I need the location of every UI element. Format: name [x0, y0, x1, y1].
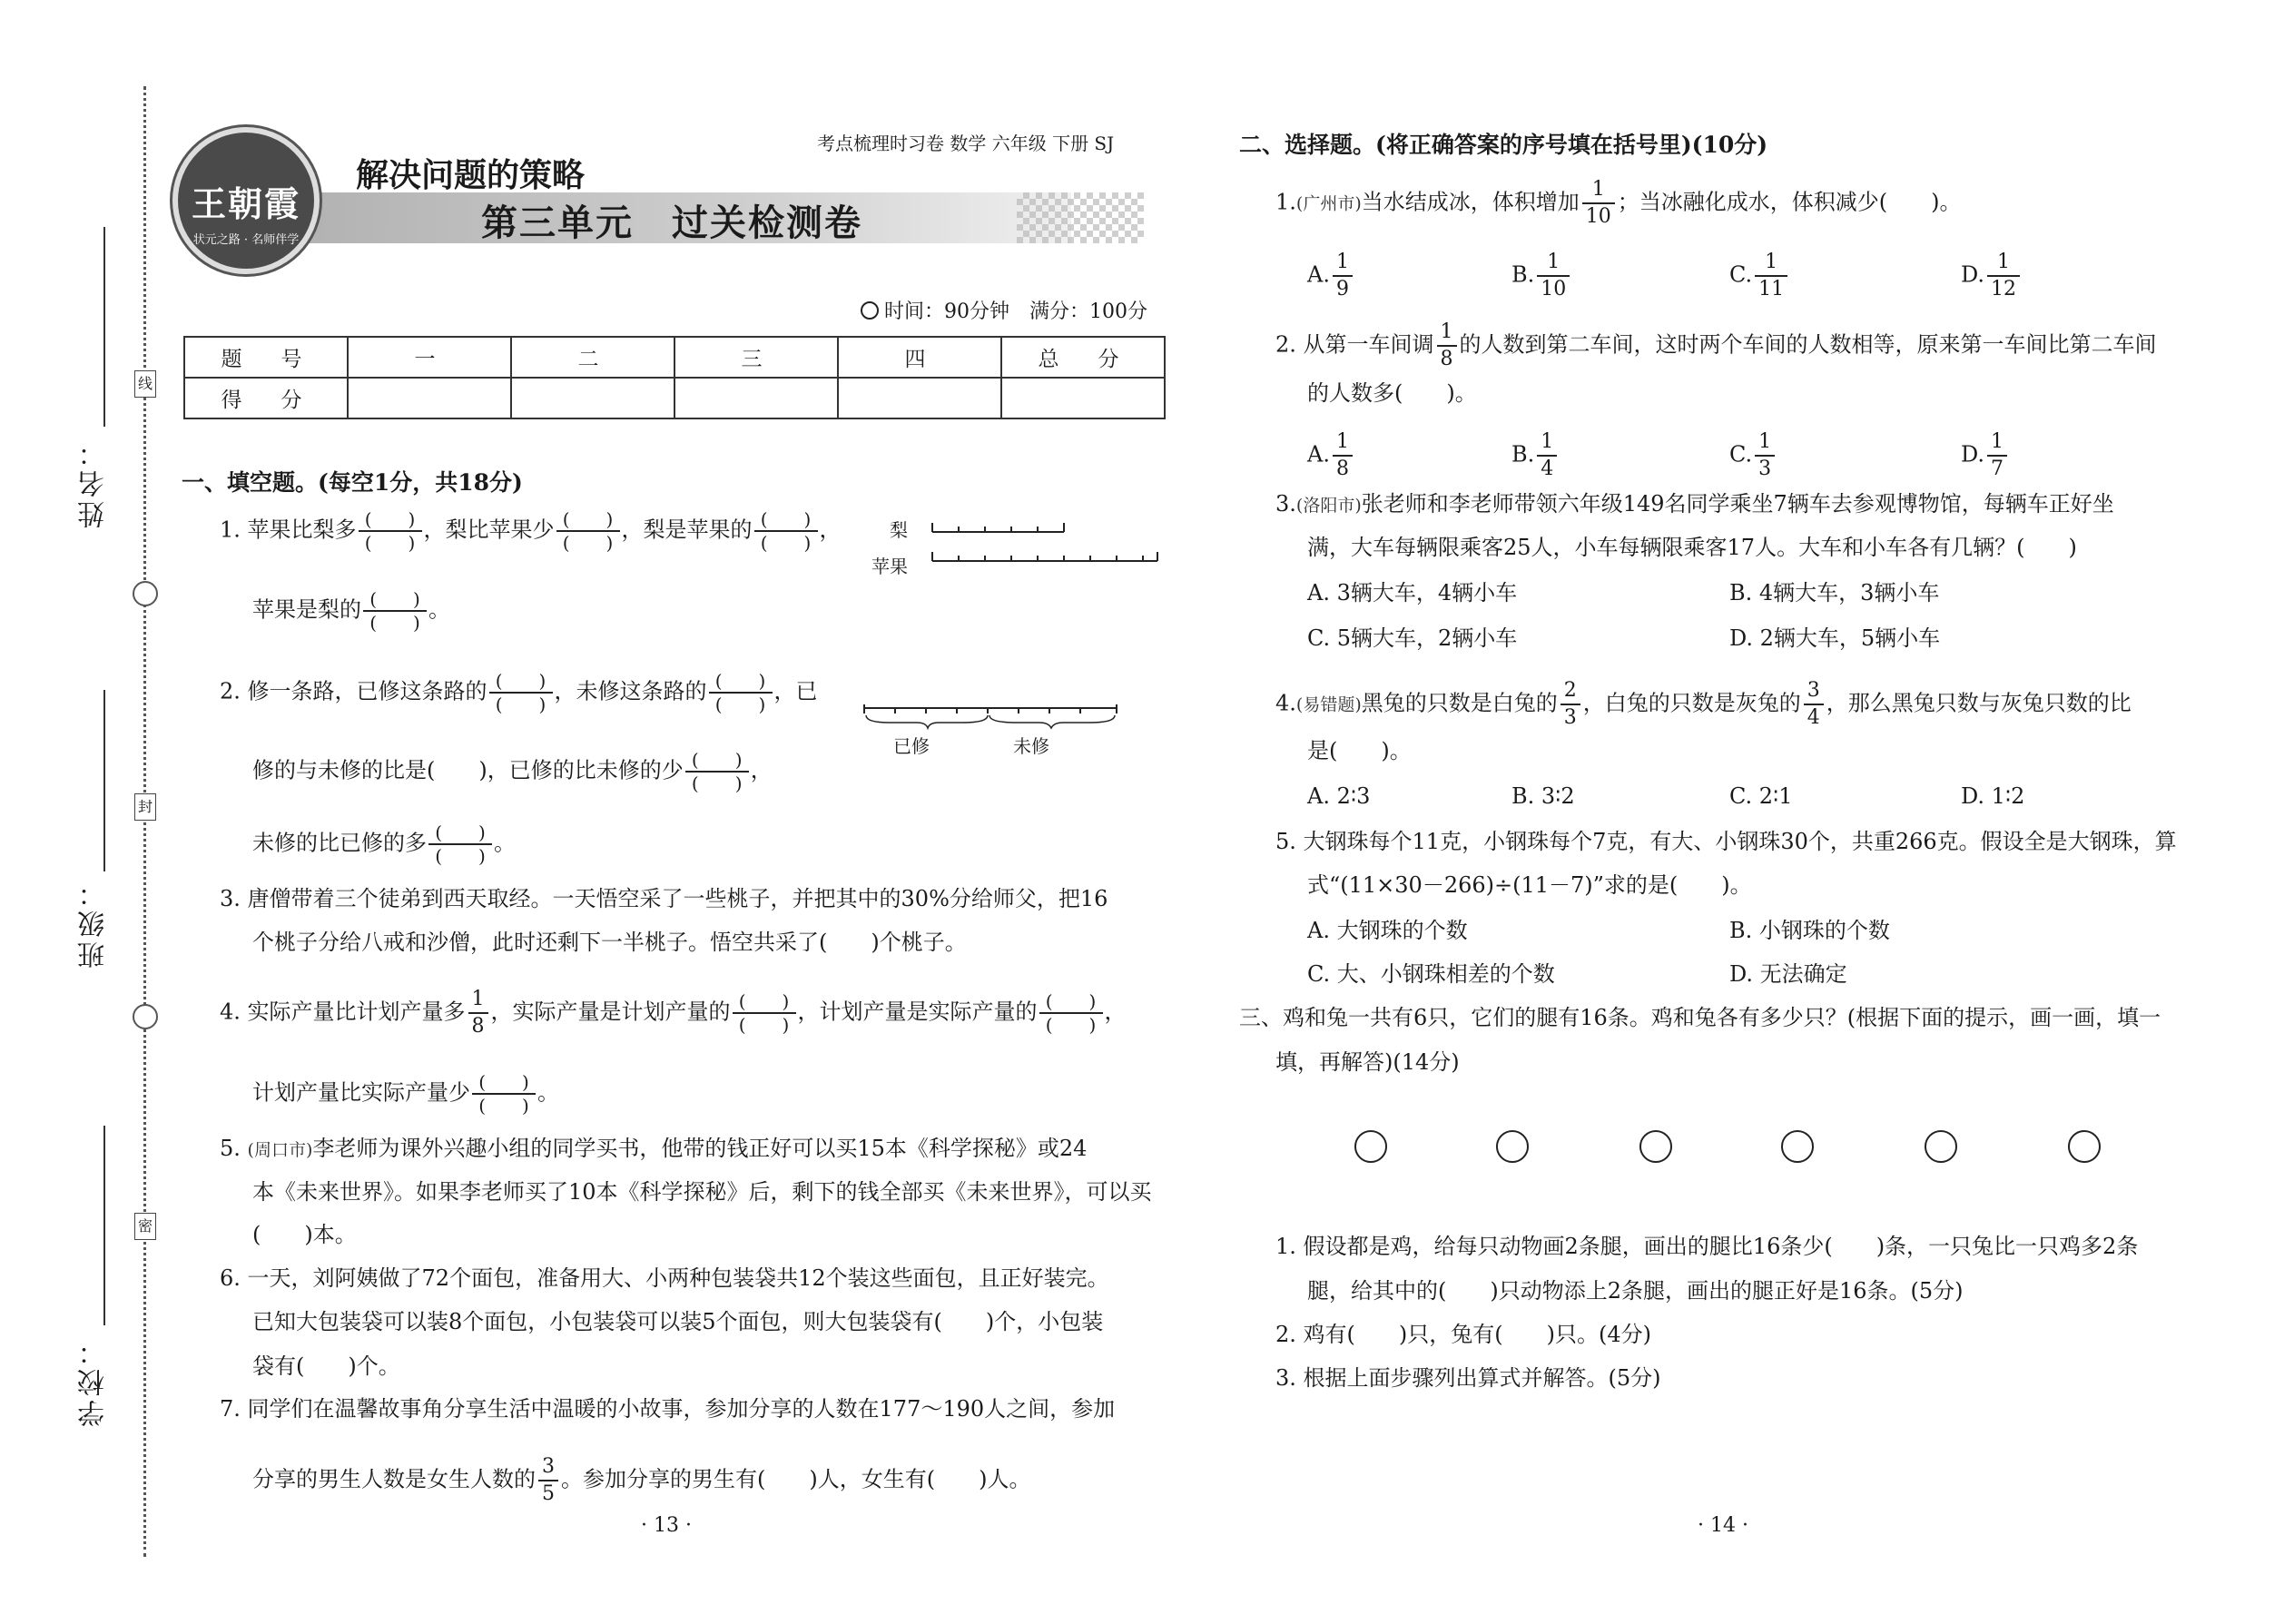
q1-4-line1: 4. 实际产量比计划产量多 $\frac{1}{8}$ ，实际产量是计划产量的 $\frac{( )}{( )}$ ，计划产量是实际产量的 $\frac{( )}{( )}$ ，	[220, 988, 1127, 1038]
answer-blank[interactable]: $\frac{( )}{( )}$	[472, 1071, 536, 1117]
q2-2-option-a[interactable]: A. $\frac{1}{8}$	[1307, 432, 1355, 479]
q2-4-option-a[interactable]: A. 2∶3	[1307, 783, 1371, 809]
answer-blank[interactable]: $\frac{( )}{( )}$	[685, 749, 749, 794]
answer-blank[interactable]: $\frac{( )}{( )}$	[1039, 990, 1103, 1036]
binding-circle-icon	[133, 1004, 158, 1029]
q2-5-stem-line1: 5. 大钢珠每个11克，小钢珠每个7克，有大、小钢珠30个，共重266克。假设全是大钢珠，算	[1275, 829, 2177, 854]
binding-mark-seal: 封	[134, 793, 156, 821]
answer-blank[interactable]: $\frac{( )}{( )}$	[709, 670, 773, 715]
q1-6-line3: 袋有( )个。	[252, 1353, 400, 1379]
exam-time: 时间：90分钟 满分：100分	[861, 296, 1147, 324]
q2-2-stem-line1: 2. 从第一车间调 $\frac{1}{8}$ 的人数到第二车间，这时两个车间的人数相等，原来第一车间比第二车间	[1275, 320, 2157, 370]
q1-6-line2: 已知大包装袋可以装8个面包，小包装袋可以装5个面包，则大包装袋有( )个，小包装	[252, 1309, 1104, 1334]
section-1-title: 一、填空题。(每空1分，共18分)	[182, 469, 523, 496]
q2-1-stem: 1.(广州市)当水结成冰，体积增加 $\frac{1}{10}$ ；当冰融化成水，体积减少( )。	[1275, 178, 1962, 228]
score-cell[interactable]	[838, 378, 1001, 418]
q1-6-line1: 6. 一天，刘阿姨做了72个面包，准备用大、小两种包装袋共12个装这些面包，且正好装完。	[220, 1265, 1109, 1291]
q1-2-line3: 未修的比已修的多 $\frac{( )}{( )}$ 。	[252, 822, 516, 867]
q2-1-option-d[interactable]: D. $\frac{1}{12}$	[1961, 252, 2023, 300]
animal-circle[interactable]	[1925, 1130, 1957, 1163]
q2-3-stem-line1: 3.(洛阳市)张老师和李老师带领六年级149名同学乘坐7辆车去参观博物馆，每辆车正好坐	[1275, 491, 2114, 517]
q2-3-option-d[interactable]: D. 2辆大车，5辆小车	[1729, 625, 1941, 651]
q3-3-line: 3. 根据上面步骤列出算式并解答。(5分)	[1275, 1365, 1661, 1391]
score-header-cell: 题 号	[184, 337, 348, 378]
score-header-cell: 四	[838, 337, 1001, 378]
q2-4-stem-line2: 是( )。	[1307, 738, 1412, 763]
q2-3-stem-line2: 满，大车每辆限乘客25人，小车每辆限乘客17人。大车和小车各有几辆？( )	[1307, 535, 2077, 560]
q3-1-line1: 1. 假设都是鸡，给每只动物画2条腿，画出的腿比16条少( )条，一只兔比一只鸡多2条	[1275, 1234, 2139, 1259]
binding-mark-secret: 密	[134, 1213, 156, 1240]
page-title: 第三单元 过关检测卷	[481, 202, 862, 244]
q1-1-line2: 苹果是梨的 $\frac{( )}{( )}$ 。	[252, 588, 450, 634]
section-2-title: 二、选择题。(将正确答案的序号填在括号里)(10分)	[1239, 132, 1768, 158]
fraction: $\frac{1}{8}$	[1437, 322, 1457, 369]
binding-dotted-line	[143, 86, 146, 1557]
brand-logo	[172, 127, 320, 274]
class-label: 班级：	[78, 876, 110, 969]
answer-blank[interactable]: $\frac{( )}{( )}$	[359, 508, 422, 554]
q2-1-option-b[interactable]: B. $\frac{1}{10}$	[1511, 252, 1572, 300]
q3-1-line2: 腿，给其中的( )只动物添上2条腿，画出的腿正好是16条。(5分)	[1307, 1278, 1964, 1304]
diagram-label-done: 已修	[893, 735, 930, 757]
logo-subtext: 状元之路 · 名师伴学	[192, 233, 300, 247]
q1-5-line3: ( )本。	[252, 1222, 357, 1247]
fraction: $\frac{3}{4}$	[1804, 681, 1824, 728]
animal-circle[interactable]	[1354, 1130, 1387, 1163]
page-number-left: · 13 ·	[641, 1514, 692, 1537]
name-label: 姓名：	[78, 436, 110, 528]
q2-4-option-d[interactable]: D. 1∶2	[1961, 783, 2025, 809]
diagram-label-apple: 苹果	[871, 556, 908, 577]
logo-text: 王朝霞	[191, 183, 300, 224]
q2-3-option-a[interactable]: A. 3辆大车，4辆小车	[1307, 580, 1518, 605]
answer-blank[interactable]: $\frac{( )}{( )}$	[733, 990, 796, 1036]
score-header-cell: 二	[511, 337, 674, 378]
q2-5-option-c[interactable]: C. 大、小钢珠相差的个数	[1307, 961, 1555, 987]
q1-2-line1: 2. 修一条路，已修这条路的 $\frac{( )}{( )}$ ，未修这条路的 $\frac{( )}{( )}$ ，已	[220, 670, 818, 715]
q1-3-line2: 个桃子分给八戒和沙僧，此时还剩下一半桃子。悟空共采了( )个桃子。	[252, 930, 967, 955]
q2-4-stem-line1: 4.(易错题)黑兔的只数是白兔的 $\frac{2}{3}$ ，白兔的只数是灰兔的 $\frac{3}{4}$ ，那么黑兔只数与灰兔只数的比	[1275, 679, 2132, 729]
q2-3-option-b[interactable]: B. 4辆大车，3辆小车	[1729, 580, 1940, 605]
q2-4-option-b[interactable]: B. 3∶2	[1511, 783, 1575, 809]
name-field-line[interactable]	[103, 227, 105, 427]
q2-2-option-c[interactable]: C. $\frac{1}{3}$	[1729, 432, 1777, 479]
q2-1-option-c[interactable]: C. $\frac{1}{11}$	[1729, 252, 1790, 300]
q2-5-option-a[interactable]: A. 大钢珠的个数	[1307, 918, 1468, 943]
q2-5-stem-line2: 式“(11×30－266)÷(11－7)”求的是( )。	[1307, 872, 1752, 898]
score-cell[interactable]	[348, 378, 511, 418]
diagram-label-todo: 未修	[1013, 735, 1049, 757]
q3-2-line: 2. 鸡有( )只，兔有( )只。(4分)	[1275, 1322, 1651, 1347]
answer-blank[interactable]: $\frac{( )}{( )}$	[363, 588, 427, 634]
clock-icon	[861, 301, 879, 320]
page-number-right: · 14 ·	[1698, 1514, 1748, 1537]
q2-4-option-c[interactable]: C. 2∶1	[1729, 783, 1793, 809]
q2-2-option-b[interactable]: B. $\frac{1}{4}$	[1511, 432, 1560, 479]
q1-1-line1: 1. 苹果比梨多 $\frac{( )}{( )}$ ，梨比苹果少 $\frac{( )}{( )}$ ，梨是苹果的 $\frac{( )}{( )}$ ，	[220, 508, 842, 554]
score-header-cell: 三	[674, 337, 838, 378]
score-cell[interactable]	[674, 378, 838, 418]
score-cell[interactable]	[511, 378, 674, 418]
q1-7-line1: 7. 同学们在温馨故事角分享生活中温暖的小故事，参加分享的人数在177～190人之间，参加	[220, 1396, 1116, 1422]
score-header-cell: 一	[348, 337, 511, 378]
fraction: $\frac{1}{10}$	[1582, 180, 1615, 227]
fraction: $\frac{1}{8}$	[468, 989, 488, 1037]
animal-circle[interactable]	[1496, 1130, 1529, 1163]
unit-topic: 解决问题的策略	[356, 156, 586, 194]
animal-circle[interactable]	[2068, 1130, 2101, 1163]
q2-2-option-d[interactable]: D. $\frac{1}{7}$	[1961, 432, 2010, 479]
answer-blank[interactable]: $\frac{( )}{( )}$	[754, 508, 818, 554]
q1-3-line1: 3. 唐僧带着三个徒弟到西天取经。一天悟空采了一些桃子，并把其中的30%分给师父，把16	[220, 886, 1108, 911]
segment-diagram-road	[862, 704, 1121, 732]
animal-circle[interactable]	[1781, 1130, 1814, 1163]
score-row-label: 得 分	[184, 378, 348, 418]
class-field-line[interactable]	[103, 690, 105, 871]
q2-2-stem-line2: 的人数多( )。	[1307, 380, 1477, 406]
score-table	[183, 336, 1166, 419]
q2-5-option-b[interactable]: B. 小钢珠的个数	[1729, 918, 1890, 943]
q1-2-line2: 修的与未修的比是( )，已修的比未修的少 $\frac{( )}{( )}$ ，	[252, 749, 773, 794]
series-info: 考点梳理时习卷 数学 六年级 下册 SJ	[817, 133, 1115, 154]
q1-7-line2: 分享的男生人数是女生人数的 $\frac{3}{5}$ 。参加分享的男生有( )人，女生有( )人。	[252, 1455, 1031, 1505]
q1-4-line2: 计划产量比实际产量少 $\frac{( )}{( )}$ 。	[252, 1071, 559, 1117]
answer-blank[interactable]: $\frac{( )}{( )}$	[428, 822, 492, 867]
q2-1-option-a[interactable]: A. $\frac{1}{9}$	[1307, 252, 1355, 300]
score-cell[interactable]	[1001, 378, 1165, 418]
section-3-title-line2: 填，再解答)(14分)	[1275, 1049, 1460, 1075]
q2-5-option-d[interactable]: D. 无法确定	[1729, 961, 1847, 987]
school-label: 学校：	[78, 1334, 110, 1427]
fraction: $\frac{2}{3}$	[1561, 681, 1580, 728]
q2-3-option-c[interactable]: C. 5辆大车，2辆小车	[1307, 625, 1518, 651]
answer-blank[interactable]: $\frac{( )}{( )}$	[489, 670, 553, 715]
binding-mark-line: 线	[134, 370, 156, 398]
score-header-cell: 总 分	[1001, 337, 1165, 378]
school-field-line[interactable]	[103, 1126, 105, 1325]
fraction: $\frac{3}{5}$	[538, 1457, 558, 1504]
segment-diagram-pear-apple	[930, 517, 1167, 572]
diagram-label-pear: 梨	[890, 519, 908, 541]
animal-circle[interactable]	[1639, 1130, 1672, 1163]
binding-circle-icon	[133, 581, 158, 606]
banner-pattern	[1017, 192, 1144, 243]
q1-5-line2: 本《未来世界》。如果李老师买了10本《科学探秘》后，剩下的钱全部买《未来世界》，可以买	[252, 1179, 1152, 1205]
q1-5-line1: 5. (周口市)李老师为课外兴趣小组的同学买书，他带的钱正好可以买15本《科学探秘》或24	[220, 1136, 1088, 1161]
section-3-title-line1: 三、鸡和兔一共有6只，它们的腿有16条。鸡和兔各有多少只？(根据下面的提示，画一画，填一	[1239, 1005, 2161, 1030]
answer-blank[interactable]: $\frac{( )}{( )}$	[556, 508, 620, 554]
